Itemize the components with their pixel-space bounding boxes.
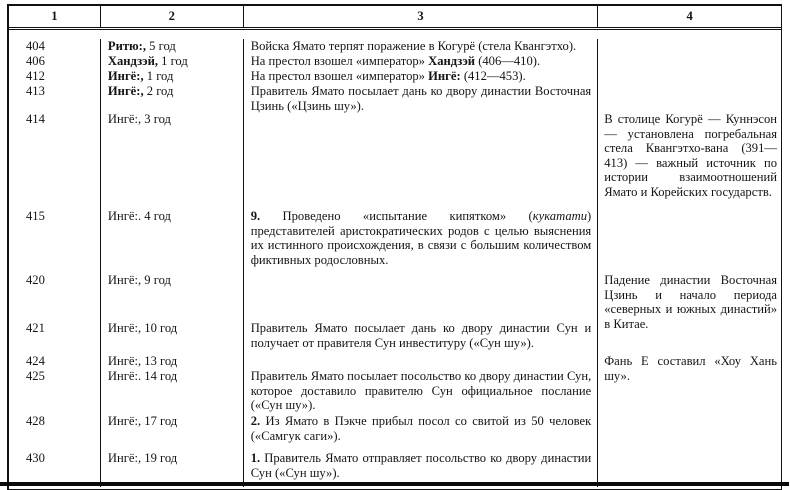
era-cell-text — [108, 321, 243, 336]
era-cell-text — [108, 273, 243, 288]
text-segment: В столице Когурё — Куннэсон — установлена погребальная стела Квангэтхо-вана (391—413) — важный источник по истории взаимоотношений Ямато и Корейских государств. — [604, 112, 777, 199]
era-cell — [100, 39, 243, 54]
era-cell — [100, 54, 243, 69]
event-cell — [243, 84, 598, 112]
chronology-table — [7, 4, 782, 490]
event-cell-text — [251, 321, 592, 350]
column-header: 3 — [243, 6, 598, 27]
text-segment: Из Ямато в Пэкче прибыл посол со свитой из 50 человек («Самгук саги»). — [250, 414, 592, 443]
text-segment: (412—453). — [460, 69, 526, 83]
text-segment: 2 год — [143, 84, 174, 98]
text-segment: Ингё:, 3 год — [107, 112, 171, 126]
text-segment: Ингё:, 17 год — [107, 414, 178, 428]
note-cell — [597, 354, 781, 383]
event-cell-text — [251, 69, 592, 84]
event-cell-text — [251, 54, 592, 69]
era-cell-text — [108, 414, 243, 429]
event-cell-text — [251, 209, 592, 267]
text-segment: Хандзэй, — [107, 54, 158, 68]
year-cell: 425 — [26, 369, 45, 383]
year-cell: 414 — [26, 112, 45, 126]
note-cell — [597, 69, 781, 84]
event-cell-text — [251, 369, 592, 413]
era-cell-text — [108, 354, 243, 369]
text-segment: 1 год — [143, 69, 174, 83]
text-segment: 5 год — [146, 39, 176, 53]
note-cell — [597, 54, 781, 69]
text-segment: ) представителей аристократических родов с целью выяснения их истинного происхождения, в связи с большим количеством фиктивных родословных. — [250, 209, 592, 267]
text-segment: кукатати — [532, 209, 588, 223]
era-cell-text — [108, 209, 243, 224]
era-cell-text — [108, 369, 243, 384]
event-cell — [243, 414, 598, 451]
event-cell — [243, 54, 598, 69]
text-segment: Ингё:, — [107, 84, 144, 98]
note-cell-text — [604, 112, 777, 200]
year-cell: 420 — [26, 273, 45, 287]
note-cell — [597, 112, 781, 209]
note-cell — [597, 321, 781, 354]
era-cell — [100, 369, 243, 414]
text-segment: Ингё:, 9 год — [107, 273, 171, 287]
event-cell — [243, 321, 598, 354]
year-cell: 406 — [26, 54, 45, 68]
note-cell — [597, 414, 781, 451]
event-cell — [243, 273, 598, 321]
note-cell — [597, 209, 781, 273]
year-cell: 421 — [26, 321, 45, 335]
year-cell: 430 — [26, 451, 45, 465]
text-segment: Правитель Ямато посылает посольство ко двору династии Сун, которое доставило правителю Сун официальное послание («Сун шу»). — [250, 369, 592, 413]
table-row — [9, 54, 781, 69]
note-cell — [597, 39, 781, 54]
era-cell-text — [108, 112, 243, 127]
event-cell — [243, 209, 598, 273]
table-row — [9, 414, 781, 451]
event-cell — [243, 112, 598, 209]
year-cell: 404 — [26, 39, 45, 53]
text-segment: На престол взошел «император» — [250, 69, 429, 83]
era-cell — [100, 321, 243, 354]
table-row — [9, 321, 781, 354]
text-segment: Ингё:, — [107, 69, 144, 83]
text-segment: Ингё:, 19 год — [107, 451, 178, 465]
era-cell — [100, 354, 243, 369]
column-header: 1 — [51, 9, 58, 24]
text-segment: На престол взошел «император» — [250, 54, 429, 68]
era-cell — [100, 209, 243, 273]
text-segment: Падение династии Восточная Цзинь и начало периода «северных и южных династий» в Китае. — [604, 273, 777, 331]
text-segment: 1 год — [157, 54, 188, 68]
text-segment: Правитель Ямато посылает дань ко двору династии Восточная Цзинь («Цзинь шу»). — [250, 84, 592, 113]
note-cell — [597, 369, 781, 414]
text-segment: (406—410). — [475, 54, 541, 68]
table-row — [9, 112, 781, 209]
text-segment: Ритю:, — [107, 39, 146, 53]
table-row — [9, 39, 781, 54]
table-header-row — [9, 6, 781, 30]
text-segment: 2. — [250, 414, 261, 428]
note-cell — [597, 84, 781, 112]
year-cell: 428 — [26, 414, 45, 428]
event-cell — [243, 369, 598, 414]
era-cell-text — [108, 451, 243, 466]
era-cell — [100, 84, 243, 112]
table-body — [9, 30, 781, 489]
column-header: 2 — [100, 6, 243, 27]
event-cell — [243, 354, 598, 369]
text-segment: 1. — [250, 451, 261, 465]
text-segment: Ингё: — [428, 69, 461, 83]
column-header: 4 — [597, 6, 781, 27]
text-segment: Войска Ямато терпят поражение в Когурё (стела Квангэтхо). — [250, 39, 577, 53]
text-segment: Ингё:, 10 год — [107, 321, 178, 335]
era-cell — [100, 112, 243, 209]
era-cell-text — [108, 84, 243, 99]
event-cell-text — [251, 84, 592, 113]
event-cell-text — [251, 451, 592, 480]
era-cell — [100, 69, 243, 84]
page-bottom-rule — [0, 482, 789, 486]
table-row — [9, 84, 781, 112]
table-row — [9, 369, 781, 414]
era-cell — [100, 414, 243, 451]
year-cell: 412 — [26, 69, 45, 83]
table-row — [9, 209, 781, 273]
text-segment: Правитель Ямато отправляет посольство ко двору династии Сун («Сун шу»). — [250, 451, 592, 480]
text-segment: Ингё:, 13 год — [107, 354, 178, 368]
event-cell-text — [251, 414, 592, 443]
text-segment: Правитель Ямато посылает дань ко двору династии Сун и получает от правителя Сун инвеституру («Сун шу»). — [250, 321, 592, 350]
text-segment: Проведено «испытание кипятком» ( — [260, 209, 533, 223]
text-segment: Фань Е составил «Хоу Хань шу». — [604, 354, 777, 383]
year-cell: 413 — [26, 84, 45, 98]
text-segment: Ингё:. 4 год — [107, 209, 171, 223]
table-row — [9, 69, 781, 84]
year-cell: 424 — [26, 354, 45, 368]
era-cell-text — [108, 69, 243, 84]
text-segment: 9. — [250, 209, 261, 223]
event-cell — [243, 39, 598, 54]
year-cell: 415 — [26, 209, 45, 223]
era-cell-text — [108, 54, 243, 69]
event-cell-text — [251, 39, 592, 54]
era-cell-text — [108, 39, 243, 54]
event-cell — [243, 69, 598, 84]
text-segment: Ингё:. 14 год — [107, 369, 178, 383]
note-cell — [597, 273, 781, 331]
text-segment: Хандзэй — [428, 54, 476, 68]
era-cell — [100, 273, 243, 321]
